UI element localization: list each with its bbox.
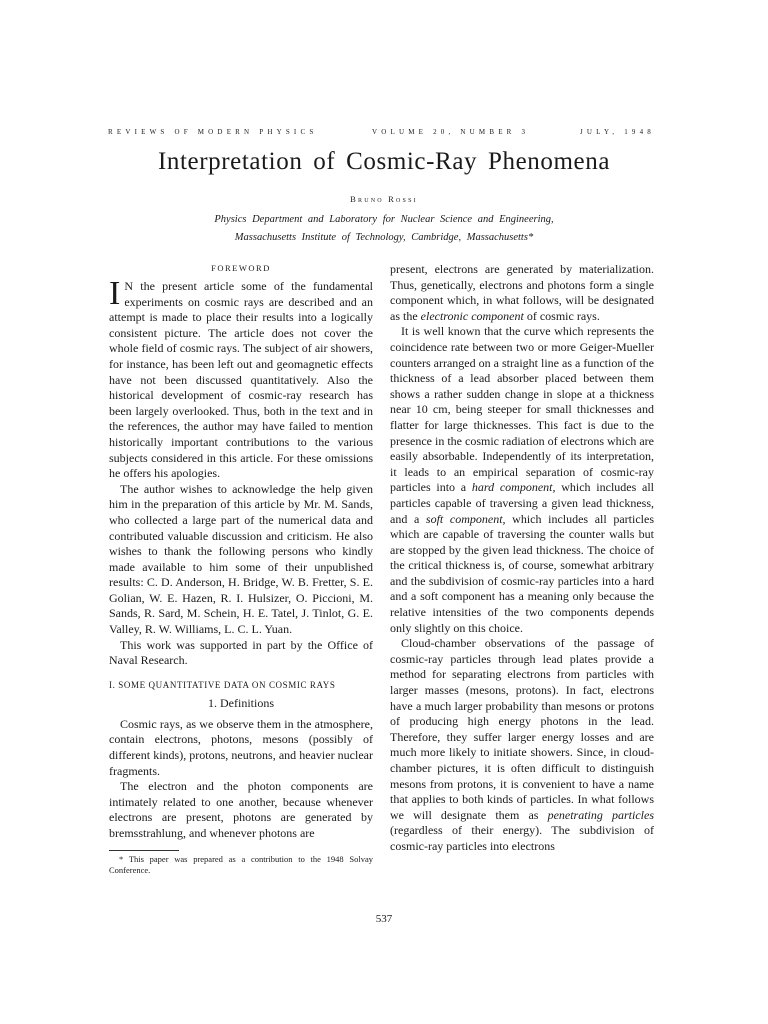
right-p2-text-b: which includes all particles capable of traversing a given lead thickness, and a [390, 480, 655, 526]
footnote: * This paper was prepared as a contribution to the 1948 Solvay Conference. [109, 853, 373, 875]
right-p3-text-a: Cloud-chamber observations of the passage of cosmic-ray particles through lead plates provide a method for separating electrons from particles with larger masses (mesons, protons). In fact, electrons have a much larger probability than mesons or protons of producing high energy photons in the lead. Therefore, they suffer larger energy losses and are much more likely to initiate showers. Since, in cloud-chamber pictures, it is often difficult to distinguish mesons from protons, it is convenient to have a name that applies to both kinds of particles. In what follows we will designate them as [390, 636, 654, 822]
author-name: Bruno Rossi [350, 194, 418, 204]
running-header [108, 128, 655, 140]
right-paragraph-2 [390, 324, 654, 636]
article-title: Interpretation of Cosmic-Ray Phenomena [157, 148, 611, 175]
affiliation [0, 211, 768, 247]
definitions-paragraph-2: The electron and the photon components are intimately related to one another, because whenever electrons are present, photons are generated by bremsstrahlung, and whenever photons are [109, 779, 373, 840]
term-soft-component: soft component, [425, 511, 506, 526]
term-hard-component: hard component, [471, 480, 556, 495]
definitions-paragraph-1: Cosmic rays, as we observe them in the atmosphere, contain electrons, photons, mesons (possibly of different kinds), protons, neutrons, and heavier nuclear fragments. [109, 716, 373, 778]
issue-date: JULY, 1948 [579, 128, 655, 136]
foreword-paragraph-2: The author wishes to acknowledge the help given him in the preparation of this article by Mr. M. Sands, who collected a large part of the numerical data and contributed valuable discussion and criticism. He also wishes to thank the following persons who kindly made available to him some of their unpublished results: C. D. Anderson, H. Bridge, W. B. Fretter, S. E. Golian, W. E. Hazen, R. I. Hulsizer, O. Piccioni, M. Sands, R. Sard, M. Schein, H. E. Tatel, J. Tinlot, G. E. Valley, R. W. Williams, L. C. L. Yuan. [109, 481, 373, 637]
footnote-divider [109, 850, 179, 851]
volume-number: VOLUME 20, NUMBER 3 [372, 128, 530, 136]
subsection-heading: 1. Definitions [208, 695, 274, 710]
section-heading: I. SOME QUANTITATIVE DATA ON COSMIC RAYS [109, 679, 336, 690]
page-number: 537 [375, 913, 393, 925]
foreword-paragraph-1-text: N the present article some of the fundamental experiments on cosmic rays are described and an attempt is made to place their results into a logically consistent picture. The article does not cover the whole field of cosmic rays. The subject of air showers, for instance, has been left out and geomagnetic effects have not been discussed quantitatively. Also the historical development of cosmic-ray research has been largely overlooked. Thus, both in the text and in the references, the author may have failed to mention historically important contributions to the various subjects considered in this article. For these omissions he offers his apologies. [109, 279, 373, 481]
right-paragraph-1 [390, 262, 654, 324]
foreword-paragraph-3: This work was supported in part by the Office of Naval Research. [109, 637, 373, 668]
foreword-heading: FOREWORD [211, 263, 271, 273]
term-penetrating-particles: penetrating particles [547, 807, 654, 822]
right-p1-text-b: of cosmic rays. [523, 308, 600, 323]
right-paragraph-3 [390, 636, 654, 854]
right-p3-text-b: (regardless of their energy). The subdivision of cosmic-ray particles into electrons [390, 823, 654, 853]
affiliation-line-2: Massachusetts Institute of Technology, Cambridge, Massachusetts* [234, 232, 534, 243]
right-p1-text-a: present, electrons are generated by materialization. Thus, genetically, electrons and photons form a single component which, in what follows, will be designated as the [390, 262, 654, 323]
affiliation-line-1: Physics Department and Laboratory for Nuclear Science and Engineering, [214, 214, 554, 225]
term-electronic-component: electronic component [420, 308, 524, 323]
right-column [390, 262, 654, 855]
right-p2-text-a: It is well known that the curve which represents the coincidence rate between two or more Geiger-Mueller counters arranged on a straight line as a function of the thickness of a lead absorber placed between them shows a rather sudden change in slope at a thickness near 10 cm, being steeper for small thicknesses and flatter for large thicknesses. This fact is due to the presence in the cosmic radiation of electrons which are easily absorbable. Independently of its interpretation, it leads to an empirical separation of cosmic-ray particles into a [390, 324, 654, 495]
journal-name: REVIEWS OF MODERN PHYSICS [108, 128, 318, 136]
left-column [109, 262, 373, 876]
foreword-paragraph-1 [109, 275, 373, 482]
right-p2-text-c: which includes all particles which are capable of traversing the counter walls but are stopped by the given lead thickness. The choice of the critical thickness is, of course, somewhat arbitrary and the subdivision of cosmic-ray particles into a hard and a soft component has a meaning only because the relative intensities of the two components depends only slightly on this choice. [390, 511, 654, 635]
drop-cap: I [109, 275, 121, 312]
